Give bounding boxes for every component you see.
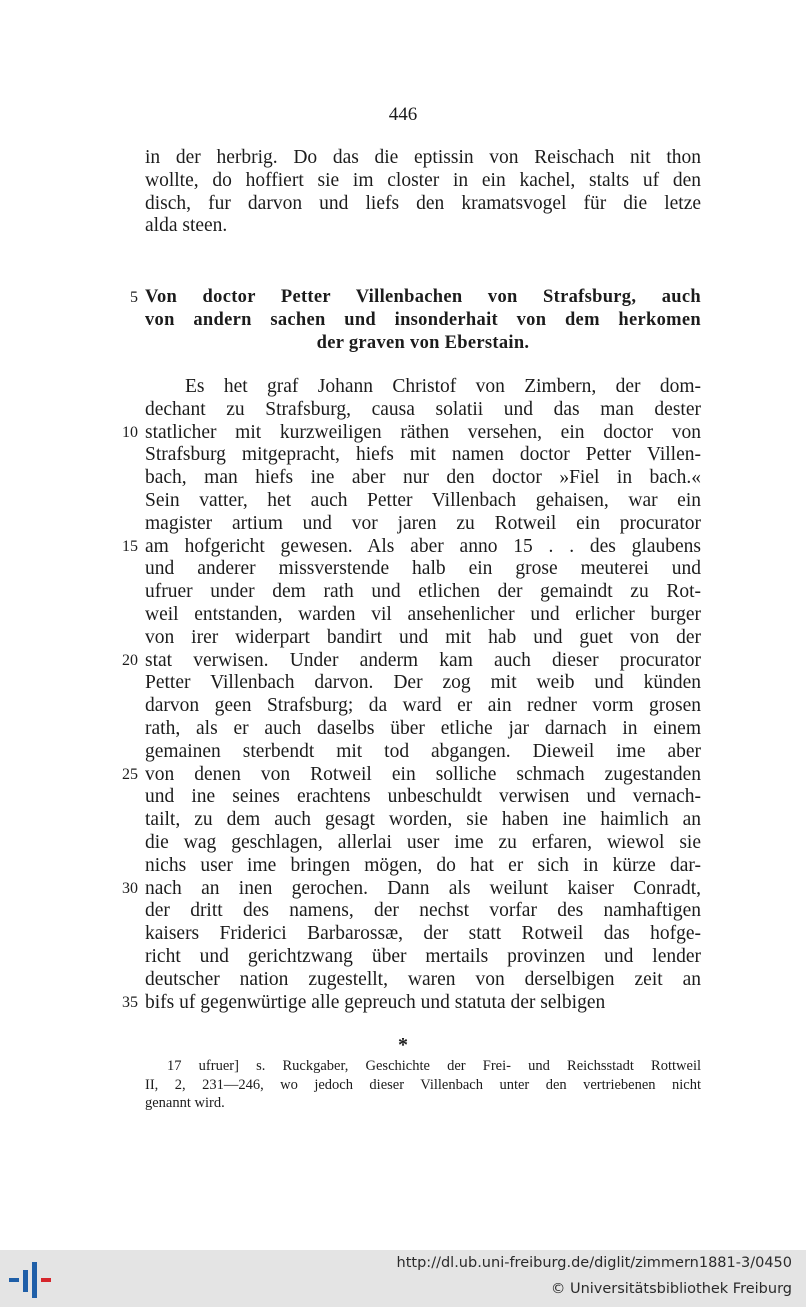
text-line: wollte, do hoffiert sie im closter in ein kachel, stalts uf den [145,169,701,191]
footnote [145,1057,701,1113]
text-line: und ine seines erachtens unbeschuldt verwisen und vernach- [145,786,701,808]
text-line: tailt, zu dem auch gesagt worden, sie haben ine haimlich an [145,809,701,831]
text-line: darvon geen Strafsburg; da ward er ain redner vorm grosen [145,695,701,717]
footnote-line: II, 2, 231—246, wo jedoch dieser Villenbach unter den vertriebenen nicht [145,1076,701,1093]
text-line: ufruer under dem rath und etlichen der gemaindt zu Rot- [145,581,701,603]
text-line: von irer widerpart bandirt und mit hab und guet von der [145,626,701,648]
text-line: gemainen sterbendt mit tod abgangen. Dieweil ime aber [145,740,701,762]
page-number: 446 [388,104,418,125]
text-line: nach an inen gerochen. Dann als weilunt kaiser Conradt, [145,877,701,899]
text-line: Es het graf Johann Christof von Zimbern, der dom- [185,376,701,397]
text-line: kaisers Friderici Barbarossæ, der statt Rotweil das hofge- [145,923,701,945]
text-line: Strafsburg mitgepracht, hiefs mit namen doctor Petter Villen- [145,444,701,466]
footnote-line: genannt wird. [145,1095,225,1111]
text-line: der dritt des namens, der nechst vorfar des namhaftigen [145,900,701,922]
text-line: am hofgericht gewesen. Als aber anno 15 . . des glaubens [145,535,701,557]
text-line: disch, fur darvon und liefs den kramatsvogel für die letze [145,192,701,214]
margin-line-number: 35 [122,993,138,1011]
text-line: und anderer missverstende halb ein grose meuterei und [145,558,701,580]
text-line: in der herbrig. Do das die eptissin von Reischach nit thon [145,147,701,168]
permalink-url[interactable]: http://dl.ub.uni-freiburg.de/diglit/zimmern1881-3/0450 [396,1255,792,1271]
text-line: alda steen. [145,215,228,237]
text-line: nichs user ime bringen mögen, do hat er sich in kürze dar- [145,854,701,876]
margin-line-number: 25 [122,765,138,783]
margin-line-number: 15 [122,537,138,555]
intro-paragraph [145,147,701,238]
text-line: Petter Villenbach darvon. Der zog mit weib und künden [145,672,701,694]
text-line: statlicher mit kurzweiligen räthen versehen, ein doctor von [145,421,701,443]
footer-bar [0,1250,806,1307]
text-line: bach, man hiefs ine aber nur den doctor »Fiel in bach.« [145,467,701,489]
heading-line: der graven von Eberstain. [316,333,530,353]
text-line: Sein vatter, het auch Petter Villenbach gehaisen, war ein [145,489,701,511]
ub-freiburg-logo-icon [8,1260,52,1300]
heading-line-number: 5 [130,289,138,306]
text-line: dechant zu Strafsburg, causa solatii und das man dester [145,398,701,420]
text-line: rath, als er auch daselbs über etliche jar darnach in einem [145,717,701,739]
text-line: bifs uf gegenwürtige alle gepreuch und statuta der selbigen [145,991,606,1013]
body-paragraph [145,376,701,1014]
text-line: weil entstanden, warden vil ansehenlicher und erlicher burger [145,603,701,625]
text-line: deutscher nation zugestellt, waren von derselbigen zeit an [145,968,701,990]
footnote-line: 17 ufruer] s. Ruckgaber, Geschichte der Frei- und Reichsstadt Rottweil [167,1058,701,1074]
section-separator: * [398,1034,408,1056]
margin-line-number: 20 [122,651,138,669]
margin-line-number: 30 [122,879,138,897]
text-line: magister artium und vor jaren zu Rotweil ein procurator [145,512,701,534]
text-line: richt und gerichtzwang über mertails provinzen und lender [145,945,701,967]
copyright-notice: © Universitätsbibliothek Freiburg [550,1281,792,1297]
text-line: die wag geschlagen, allerlai user ime zu erfaren, wiewol sie [145,831,701,853]
text-line: von denen von Rotweil ein solliche schmach zugestanden [145,763,701,785]
text-line: stat verwisen. Under anderm kam auch dieser procurator [145,649,701,671]
heading-line: von andern sachen und insonderhait von dem herkomen [145,310,701,330]
margin-line-number: 10 [122,423,138,441]
heading-line: Von doctor Petter Villenbachen von Strafsburg, auch [145,287,701,307]
section-heading [145,286,701,355]
